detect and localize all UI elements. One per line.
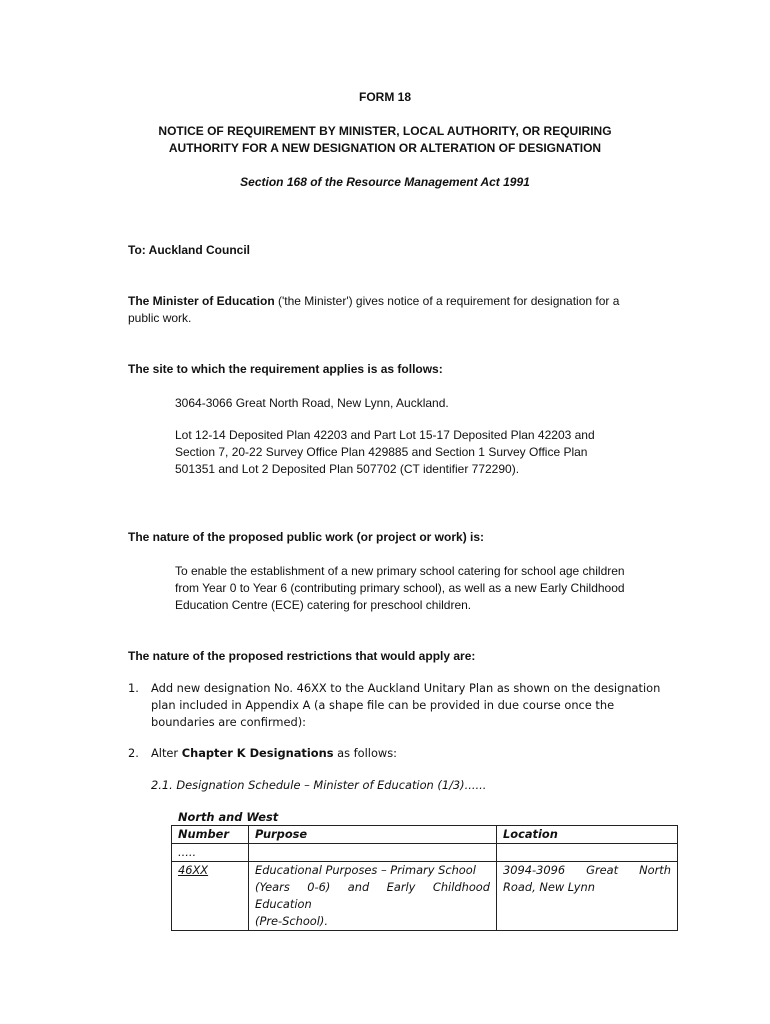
table-header-row [172, 826, 678, 844]
nature-work-line-2: from Year 0 to Year 6 (contributing primary school), as well as a new Early Childhood [175, 581, 625, 595]
empty-cell [249, 844, 497, 862]
empty-cell [497, 844, 678, 862]
intro-line-1 [128, 293, 670, 310]
item-2-number: 2. [128, 746, 139, 760]
site-legal-line-1: Lot 12-14 Deposited Plan 42203 and Part Lot 15-17 Deposited Plan 42203 and [175, 428, 595, 442]
header-location: Location [497, 826, 678, 844]
section-reference: Section 168 of the Resource Management Act 1991 [240, 175, 530, 189]
purpose-line-1: Educational Purposes – Primary School [255, 863, 476, 877]
addressee: To: Auckland Council [128, 243, 250, 257]
location-line-2: Road, New Lynn [503, 880, 595, 894]
item-2-suffix: as follows: [333, 746, 398, 760]
item-2-bold: Chapter K Designations [181, 746, 334, 760]
site-legal-line-2: Section 7, 20-22 Survey Office Plan 429885 and Section 1 Survey Office Plan [175, 445, 588, 459]
form-title-line-1: NOTICE OF REQUIREMENT BY MINISTER, LOCAL AUTHORITY, OR REQUIRING [158, 124, 612, 138]
purpose-line-3: (Pre-School). [255, 914, 328, 928]
header-number: Number [172, 826, 249, 844]
table-caption: North and West [178, 810, 279, 824]
designation-table [171, 825, 678, 931]
row-purpose [249, 862, 497, 931]
location-word: Great [586, 863, 619, 877]
item-1-line-3: boundaries are confirmed): [151, 715, 307, 729]
location-line-1 [503, 862, 671, 879]
location-word: North [639, 863, 671, 877]
subitem-2-1: 2.1. Designation Schedule – Minister of Education (1/3)...... [151, 778, 487, 792]
row-number: 46XX [172, 862, 249, 931]
site-legal-line-3: 501351 and Lot 2 Deposited Plan 507702 (CT identifier 772290). [175, 462, 520, 476]
nature-work-line-3: Education Centre (ECE) catering for preschool children. [175, 598, 472, 612]
row-location [497, 862, 678, 931]
item-1-text [151, 680, 669, 731]
item-1-number: 1. [128, 681, 139, 695]
intro-line-1-rest: ('the Minister') gives notice of a requirement for designation for a [274, 294, 620, 308]
form-title-line-2: AUTHORITY FOR A NEW DESIGNATION OR ALTERATION OF DESIGNATION [168, 141, 602, 155]
item-2-text [151, 745, 397, 762]
site-heading: The site to which the requirement applies is as follows: [128, 362, 443, 376]
purpose-line-2: (Years 0-6) and Early Childhood Education [255, 880, 490, 911]
form-number: FORM 18 [358, 90, 411, 104]
ellipsis-cell: ..... [172, 844, 249, 862]
location-word: 3094-3096 [503, 863, 566, 877]
item-2-prefix: Alter [151, 746, 182, 760]
restrictions-heading: The nature of the proposed restrictions that would apply are: [128, 649, 476, 663]
intro-party: The Minister of Education [128, 294, 275, 308]
header-purpose: Purpose [249, 826, 497, 844]
item-1-line-1: Add new designation No. 46XX to the Auckland Unitary Plan as shown on the designation [151, 681, 661, 695]
table-row [172, 862, 678, 931]
table-row [172, 844, 678, 862]
intro-line-2: public work. [128, 311, 192, 325]
nature-work-heading: The nature of the proposed public work (or project or work) is: [128, 530, 485, 544]
site-address: 3064-3066 Great North Road, New Lynn, Auckland. [175, 396, 449, 410]
item-1-line-2: plan included in Appendix A (a shape file can be provided in due course once the [151, 698, 615, 712]
nature-work-line-1: To enable the establishment of a new primary school catering for school age children [175, 564, 625, 578]
